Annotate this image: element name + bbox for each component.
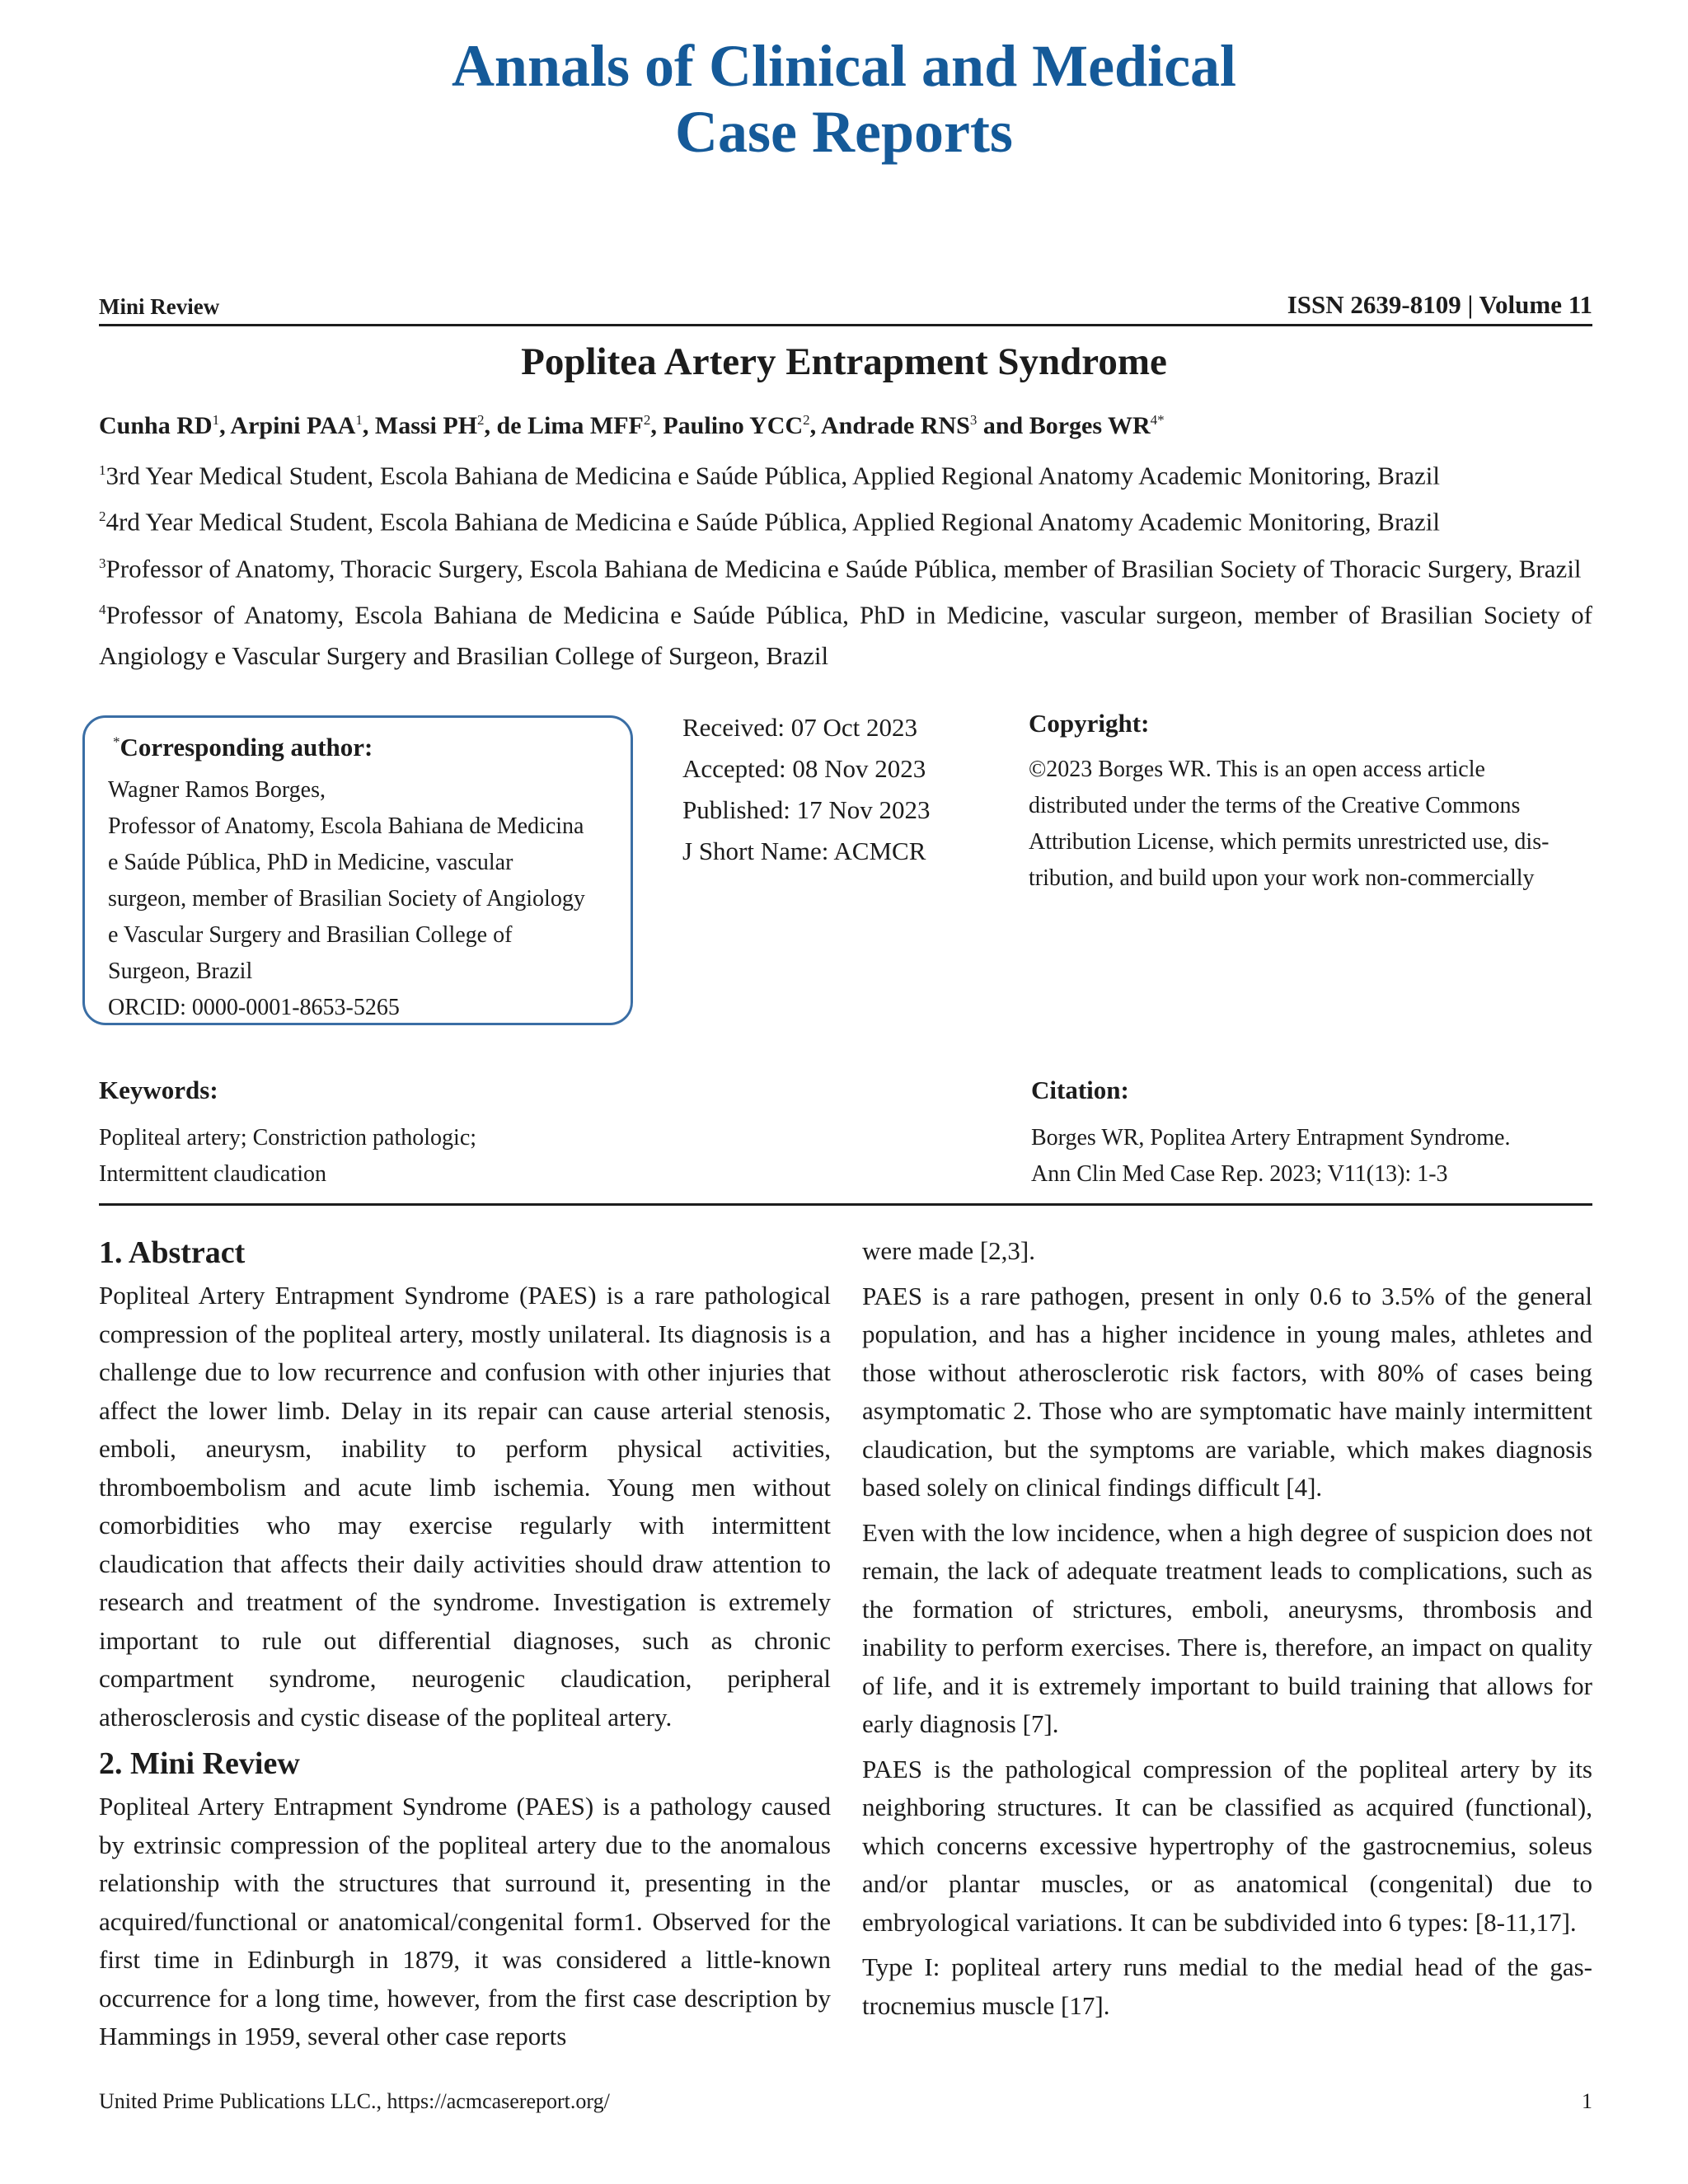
article-dates [682,707,931,872]
author: Cunha $RD^1$, [99,412,231,439]
front-matter-divider [99,1203,1592,1206]
journal-title [0,33,1688,165]
corresponding-author-box [82,715,633,1025]
article-type: Mini Review [99,294,220,319]
body-column-right [862,1232,1592,2032]
received-date: Received: 07 Oct 2023 [682,713,917,742]
journal-title-line2: Case Reports [675,99,1013,165]
affiliation-list [99,450,1592,677]
corresponding-author-heading: *Corresponding author: [113,733,373,762]
accepted-date: Accepted: 08 Nov 2023 [682,754,926,783]
journal-title-line1: Annals of Clinical and Medical [451,33,1237,99]
author: Andrade RNS$^3$ and [820,412,1029,439]
published-date: Published: 17 Nov 2023 [682,795,931,824]
copyright-block [1029,709,1592,897]
paper-title: Poplitea Artery Entrapment Syndrome [521,340,1167,383]
issn-volume: ISSN 2639-8109 | Volume 11 [1287,290,1592,319]
abstract-heading: 1. Abstract [99,1235,246,1270]
author: Arpini PAA$^1$, [230,412,375,439]
affiliation: $^3$Professor of Anatomy, Thoracic Surgery, Escola Bahiana de Medicina e Saúde Pública, member of Brasilian Society of Thoracic Surgery, Brazil [99,553,1582,583]
mini-review-heading: 2. Mini Review [99,1746,300,1781]
affiliation: $^1$3rd Year Medical Student, Escola Bahiana de Medicina e Saúde Pública, Applied Regional Anatomy Academic Monitoring, Brazil [99,461,1441,490]
citation-heading: Citation: [1031,1076,1129,1104]
body-paragraph: PAES is the pathological compression of the popliteal artery by its neighboring structures. It can be classified as acquired (functional), which concerns excessive hypertrophy of the gastrocnemius, soleus and/or plantar muscles, or as anatomical (congenital) due to embryological variations. It can be subdivided into 6 types: [8-11,17]. [862,1754,1592,1937]
author: Paulino YCC$^2$, [663,412,821,439]
author: de Lima MFF$^2$, [496,412,663,439]
body-paragraph: Even with the low incidence, when a high degree of suspicion does not remain, the lack of adequate treatment leads to complications, such as the formation of strictures, emboli, aneurysms, thrombosis and inability to perform exercises. There is, therefore, an impact on quality of life, and it is extremely important to build training that allows for early diagnosis [7]. [862,1517,1592,1738]
footer-publisher: United Prime Publications LLC., https://acmcasereport.org/ [99,2089,610,2113]
author: Massi $PH^2$, [374,412,497,439]
body-paragraph: PAES is a rare pathogen, present in only 0.6 to 3.5% of the general population, and has a higher incidence in young males, athletes and those without atherosclerotic risk factors, with 80% of cases being asymptomatic 2. Those who are symptomatic have mainly intermittent claudication, but the symptoms are variable, which makes diagnosis based solely on clinical findings difficult [4]. [862,1281,1592,1502]
body-paragraph: Popliteal Artery Entrapment Syndrome (PAES) is a pathology caused by extrinsic compression of the popliteal artery due to the anomalous relationship with the structures that surround it, presenting in the acquired/functional or anatomical/congenital form1. Observed for the first time in Edinburgh in 1879, it was considered a little-known occurrence for a long time, however, from the first case description by Hammings in 1959, several other case reports [99,1792,831,2050]
keywords-block [99,1076,758,1193]
copyright-heading: Copyright: [1029,709,1150,738]
citation-text: Borges WR, Poplitea Artery Entrapment Syndrome. Ann Clin Med Case Rep. 2023; V11(13): 1-3 [1031,1125,1511,1187]
journal-short-name: J Short Name: ACMCR [682,837,926,865]
header-divider [99,324,1592,326]
author: Borges $WR^{4*}$ [1029,412,1165,439]
body-paragraph: were made [2,3]. [862,1236,1036,1265]
affiliation: $^2$4rd Year Medical Student, Escola Bahiana de Medicina e Saúde Pública, Applied Regional Anatomy Academic Monitoring, Brazil [99,507,1441,537]
keywords-heading: Keywords: [99,1076,218,1104]
body-column-left [99,1232,831,2063]
copyright-text: ©2023 Borges WR. This is an open access article distributed under the terms of the Creative Commons Attribution License, which permits unrestricted use, dis- tribution, and build upon your work non-commercially [1029,757,1550,891]
page-number: 1 [1582,2089,1592,2113]
citation-block [1031,1076,1608,1193]
keywords-text: Popliteal artery; Constriction pathologic; Intermittent claudication [99,1125,477,1187]
corresponding-author-details: Wagner Ramos Borges, Professor of Anatomy, Escola Bahiana de Medicina e Saúde Pública, PhD in Medicine, vascular surgeon, member of Brasilian Society of Angiology e Vascular Surgery and Brasilian College of Surgeon, Brazil ORCID: 0000-0001-8653-5265 [108,772,611,1026]
orcid: ORCID: 0000-0001-8653-5265 [108,995,400,1020]
meta-row [99,287,1592,320]
abstract-paragraph: Popliteal Artery Entrapment Syndrome (PAES) is a rare pathological compression of the popliteal artery, mostly unilateral. Its diagnosis is a challenge due to low recurrence and confusion with other injuries that affect the lower limb. Delay in its repair can cause arterial stenosis, emboli, aneurysm, inability to perform physical activities, thromboembolism and acute limb ischemia. Young men without comorbidities who may exercise regularly with intermittent claudication that affects their daily activities should draw attention to research and treatment of the syndrome. Investigation is extremely important to rule out differential diagnoses, such as chronic compartment syndrome, neurogenic claudication, peripheral atherosclerosis and cystic disease of the popliteal artery. [99,1281,831,1732]
affiliation: $^4$Professor of Anatomy, Escola Bahiana de Medicina e Saúde Pública, PhD in Medicine, vascular surgeon, member of Brasilian Society of Angiology e Vascular Surgery and Brasilian College of Surgeon, Brazil [99,600,1592,671]
body-paragraph: Type I: popliteal artery runs medial to the medial head of the gastrocnemius muscle [17]. [862,1952,1592,2020]
author-list [99,412,1592,440]
